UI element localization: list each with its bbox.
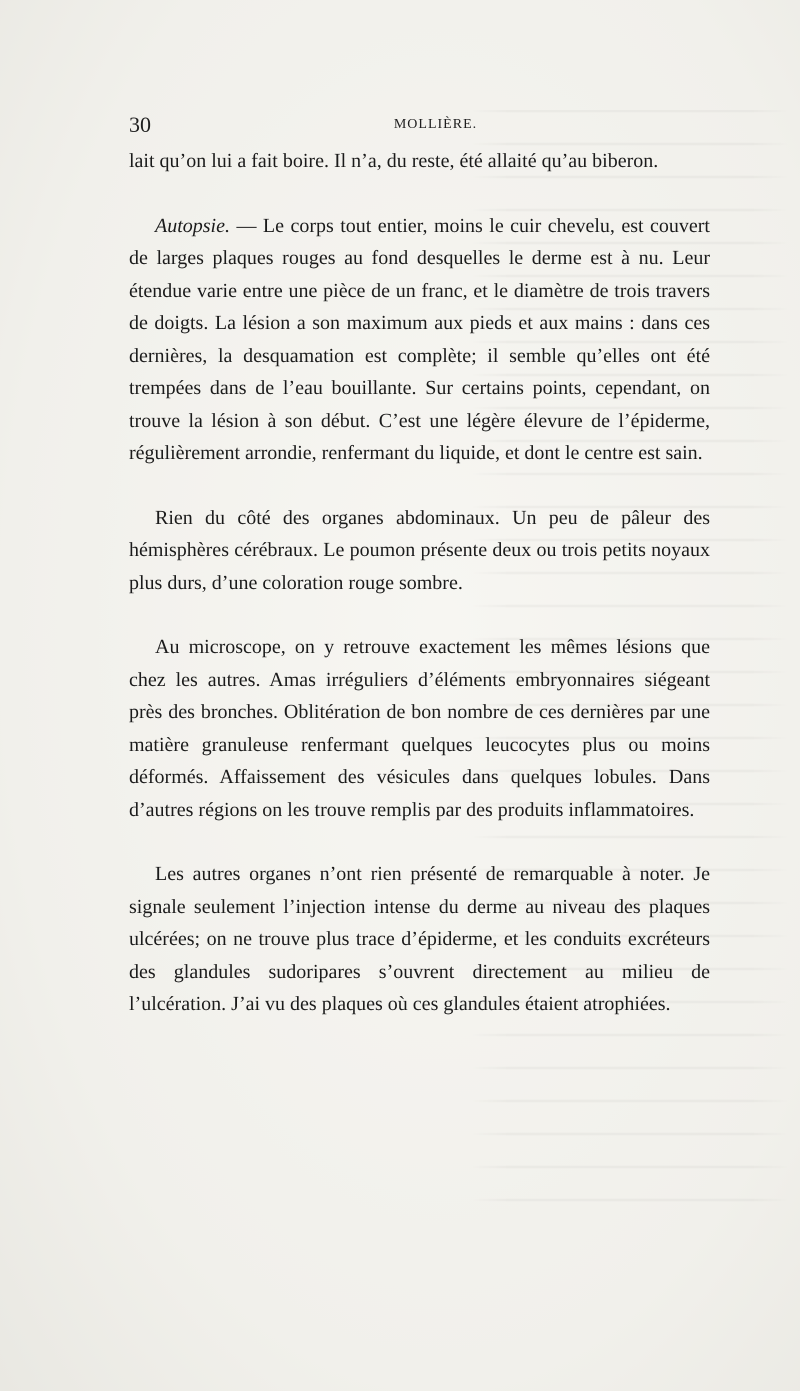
paragraph-text: Au microscope, on y retrouve exactement les mêmes lésions que chez les autres. Amas irréguliers d’éléments embryonnaires siégeant près des bronches. Oblitération de bon nombre de ces dernières par une matière granuleuse renfermant quelques leucocytes plus ou moins déformés. Affaissement des vésicules dans quelques lobules. Dans d’autres régions on les trouve remplis par des produits inflammatoires. [129, 636, 710, 821]
section-lead: Autopsie. [155, 214, 230, 237]
body-text [129, 145, 710, 1021]
paragraph-other-organs [129, 858, 710, 1021]
paragraph-abdominal [129, 502, 710, 600]
paragraph-autopsie [129, 210, 710, 470]
paragraph-text: Les autres organes n’ont rien présenté de remarquable à noter. Je signale seulement l’injection intense du derme au niveau des plaques ulcérées; on ne trouve plus trace d’épiderme, et les conduits excréteurs des glandules sudoripares s’ouvrent directement au milieu de l’ulcération. J’ai vu des plaques où ces glandules étaient atrophiées. [129, 863, 710, 1015]
paragraph-text: Rien du côté des organes abdominaux. Un peu de pâleur des hémisphères cérébraux. Le poumon présente deux ou trois petits noyaux plus durs, d’une coloration rouge sombre. [129, 506, 710, 594]
paragraph-microscope [129, 631, 710, 826]
page-number: 30 [129, 112, 151, 137]
paragraph-continuation [129, 145, 710, 178]
paragraph-text: — Le corps tout entier, moins le cuir chevelu, est couvert de larges plaques rouges au fond desquelles le derme est à nu. Leur étendue varie entre une pièce de un franc, et le diamètre de trois travers de doigts. La lésion a son maximum aux pieds et aux mains : dans ces dernières, la desquamation est complète; il semble qu’elles ont été trempées dans de l’eau bouillante. Sur certains points, cependant, on trouve la lésion à son début. C’est une légère élevure de l’épiderme, régulièrement arrondie, renfermant du liquide, et dont le centre est sain. [129, 214, 710, 464]
page-header [129, 110, 710, 140]
running-head: MOLLIÈRE. [393, 117, 478, 132]
paragraph-text: lait qu’on lui a fait boire. Il n’a, du reste, été allaité qu’au biberon. [129, 150, 659, 172]
